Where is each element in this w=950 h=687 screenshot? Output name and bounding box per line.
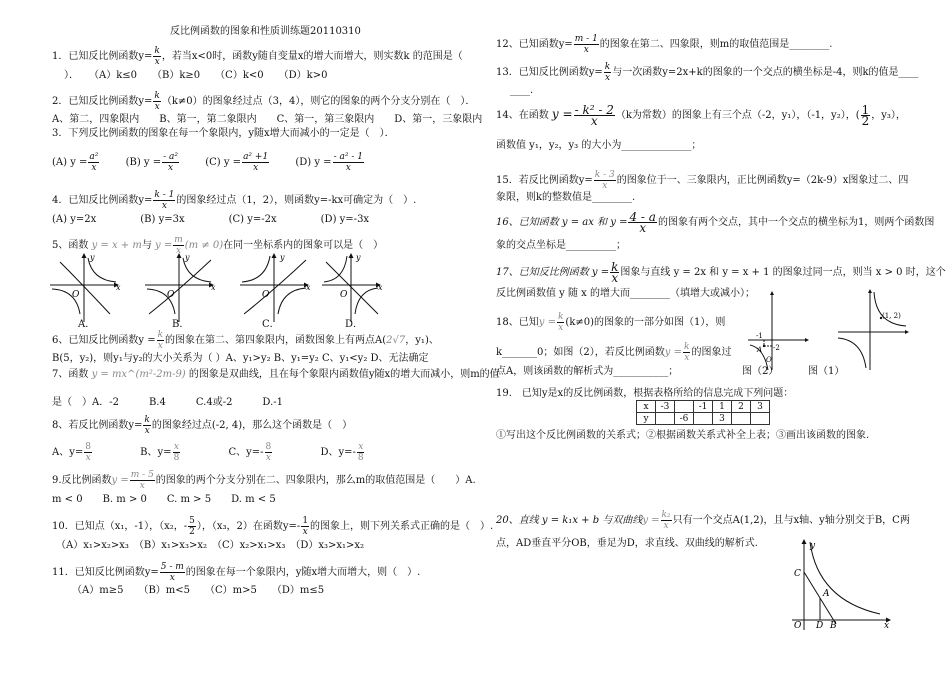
svg-text:O: O [167, 290, 175, 300]
q5-label-b: B． [172, 319, 190, 330]
question-16-cont: 象的交点坐标是__________； [496, 240, 626, 251]
q1-text: 1．已知反比例函数y= [52, 51, 153, 62]
table-row: x -3 -1 1 2 3 [637, 401, 770, 413]
question-20: 20、直线 y = k₁x + b 与双曲线y = $\frac{\text{k₂}}{x}$ 只有一个交点A(1,2)，且与x轴、y轴分别交于B，C两 [496, 510, 910, 531]
question-5: 5、函数 y = x + m与 y = $\frac{m}{x}$ (m ≠ 0)在同一坐标系内的图象可以是（ ） [52, 235, 384, 256]
question-14-cont: 函数值 y₁，y₂，y₃ 的大小为______________； [496, 140, 702, 151]
question-14: 14、在函数 y = $\frac{\text{- k² - 2}}{x}$ （k为常数）的图象上有三个点（-2，y₁），（-1，y₂），( $\frac{1}{2}$ ，y₃）， [496, 103, 906, 128]
graph-b [145, 253, 216, 322]
q5-graph-options [50, 252, 383, 330]
svg-text:x: x [884, 621, 890, 631]
svg-text:y: y [356, 253, 361, 262]
q18-figures [742, 288, 910, 372]
question-16: 16、已知函数 y = ax 和 y = $\frac{4 - a}{x}$ 的图象有两个交点，其中一个交点的横坐标为1，则两个函数图 [496, 210, 935, 235]
svg-text:x: x [306, 283, 311, 292]
question-19-tasks: ①写出这个反比例函数的关系式；②根据函数关系式补全上表；③画出该函数的图象. [496, 430, 870, 441]
question-15: 15．若反比例函数y= $\frac{k - 3}{x}$ 的图象位于一、三象限内，正比例函数y=（2k-9）x图象过二、四 [496, 170, 909, 191]
question-10: 10．已知点（x₁，-1），（x₂，- $\frac{5}{2}$ ），（x₃，2）在函数y=- $\frac{1}{x}$ 的图象上，则下列关系式正确的是（ ）. [52, 516, 494, 537]
svg-text:A: A [757, 346, 763, 354]
svg-text:-2: -2 [773, 344, 780, 352]
svg-text:-1: -1 [756, 332, 763, 340]
svg-text:y: y [185, 253, 190, 262]
svg-text:x: x [378, 283, 383, 292]
question-2: 2．已知反比例函数y= $\frac{k}{x}$ （k≠0）的图象经过点（3，4），则它的图象的两个分支分别在（ ）． [52, 91, 476, 112]
question-1 [52, 46, 463, 67]
svg-text:O: O [72, 290, 80, 300]
question-6: 6、已知反比例函数y = $\frac{k}{x}$ 的图象在第二、第四象限内，函数图象上有两点A(2√7，y₁)、 [52, 330, 439, 351]
question-6-options: B(5，y₂)，则y₁与y₂的大小关系为（ ）A、y₁>y₂ B、y₁=y₂ C、y₁<y₂ D、无法确定 [52, 353, 429, 364]
question-11-options: （A）m≥5 （B）m<5 （C）m>5 （D）m≤5 [72, 585, 325, 596]
q1-fraction: $\frac{k}{x}$ [154, 46, 160, 67]
question-1-options: ）． （A）k≤0 （B）k≥0 （C）k<0 （D）k>0 [64, 70, 328, 81]
fig-1-graph [838, 290, 908, 370]
question-3: 3．下列反比例函数的图象在每一个象限内，y随x增大而减小的一定是（ ）． [52, 128, 395, 139]
svg-text:D: D [816, 621, 824, 631]
q5-label-d: D． [345, 319, 364, 330]
q20-figure [780, 538, 900, 630]
svg-text:y: y [90, 253, 95, 262]
question-8-options: A、y= $\frac{8}{x}$ B、y= $\frac{x}{8}$ C、y=- $\frac{8}{x}$ D、y=- $\frac{x}{8}$ [52, 442, 364, 463]
question-7: 7、函数 y = mx^(m²-2m-9) 的图象是双曲线，且在每个象限内函数值y随x的增大而减小，则m的值 [52, 369, 500, 380]
question-7-options: 是（ ）A．-2 B.4 C.4或-2 D.-1 [52, 397, 284, 408]
svg-text:B: B [830, 621, 837, 631]
question-13-cont: ____. [510, 85, 534, 96]
question-4: 4．已知反比例函数y= $\frac{k - 1}{x}$ 的图象经过点（1，2），则函数y=-kx可确定为（ ）. [52, 190, 417, 211]
question-4-options: (A) y=2x (B) y=3x (C) y=-2x (D) y=-3x [52, 214, 370, 225]
question-9: 9.反比例函数y = $\frac{m - 5}{x}$ 的图象的两个分支分别在二、四象限内，那么m的取值范围是（ ）A. [52, 470, 476, 491]
q5-label-a: A． [78, 319, 96, 330]
question-9-options: m < 0 B. m > 0 C. m > 5 D. m < 5 [52, 494, 276, 505]
table-row: y -6 3 [637, 413, 770, 425]
svg-text:O: O [794, 621, 802, 631]
q5-label-c: C． [262, 319, 280, 330]
question-17: 17、已知反比例函数 y = $\frac{k}{x}$ 图象与直线 y = 2x 和 y = x + 1 的图象过同一点，则当 x > 0 时，这个 [496, 260, 946, 285]
question-13: 13．已知反比例函数y= $\frac{k}{x}$ 与一次函数y=2x+k的图象的一个交点的横坐标是-4，则k的值是____ [496, 62, 919, 83]
question-20-cont: 点，AD垂直平分OB，垂足为D，求直线、双曲线的解析式. [496, 538, 758, 549]
page-title: 反比例函数的图象和性质训练题20110310 [170, 26, 361, 37]
question-11: 11．已知反比例函数y= $\frac{5 - m}{x}$ 的图象在每一个象限内，y随x增大而增大，则（ ）. [52, 562, 421, 583]
svg-text:A: A [823, 589, 830, 599]
question-19: 19. 已知y是x的反比例函数，根据表格所给的信息完成下列问题： [496, 388, 794, 399]
question-12: 12、已知函数y= $\frac{m - 1}{x}$ 的图象在第二、四象限，则m的取值范围是________. [496, 34, 833, 55]
fig-2-graph [748, 292, 808, 370]
fig-1-caption: 图（1） [808, 366, 845, 377]
svg-text:O: O [766, 356, 772, 364]
svg-text:y: y [280, 253, 285, 262]
question-3-options: (A) y = $\frac{\text{a²}}{x}$ (B) y = $\frac{\text{- a²}}{x}$ (C) y = $\frac{\text{a² +1}}{x}$ (D) y = $\frac{\text{- a² - 1}}{x}$ [52, 152, 363, 173]
graph-d [322, 253, 383, 322]
svg-text:O: O [340, 290, 348, 300]
question-17-cont: 反比例函数值 y 随 x 的增大而________（填增大或减小）； [496, 288, 756, 299]
question-2-options: A、第二，四象限内 B、第一，第二象限内 C、第一，第三象限内 D、第一，三象限内 [52, 114, 483, 125]
graph-a [50, 253, 121, 322]
svg-text:x: x [211, 283, 216, 292]
question-18-cont-2: 点A，则该函数的解析式为___________； [496, 366, 679, 377]
svg-text:(1, 2): (1, 2) [882, 312, 901, 320]
question-10-options: （A）x₁>x₂>x₃ （B）x₁>x₃>x₂ （C）x₂>x₁>x₃ （D）x₃>x₁>x₂ [56, 540, 365, 551]
svg-text:C: C [794, 569, 801, 579]
svg-text:y: y [810, 541, 816, 551]
q1-text-b: ，若当x<0时，函数y随自变量x的增大而增大，则实数k 的范围是（ [161, 51, 463, 62]
graph-c [240, 253, 311, 322]
svg-text:x: x [116, 283, 121, 292]
fig-2-caption: 图（2） [742, 366, 779, 377]
question-18-cont: k_______0；如图（2），若反比例函数y = $\frac{k}{x}$ 的图象过 [496, 342, 732, 363]
q19-table [636, 400, 770, 425]
question-15-cont: 象限，则k的整数值是________. [496, 192, 636, 203]
question-18: 18、已知y = $\frac{k}{x}$ (k≠0)的图象的一部分如图（1），则 [496, 312, 726, 333]
svg-text:O: O [262, 290, 270, 300]
question-8: 8、若反比例函数y= $\frac{k}{x}$ 的图象经过点(-2, 4)，那么这个函数是（ ） [52, 415, 353, 436]
